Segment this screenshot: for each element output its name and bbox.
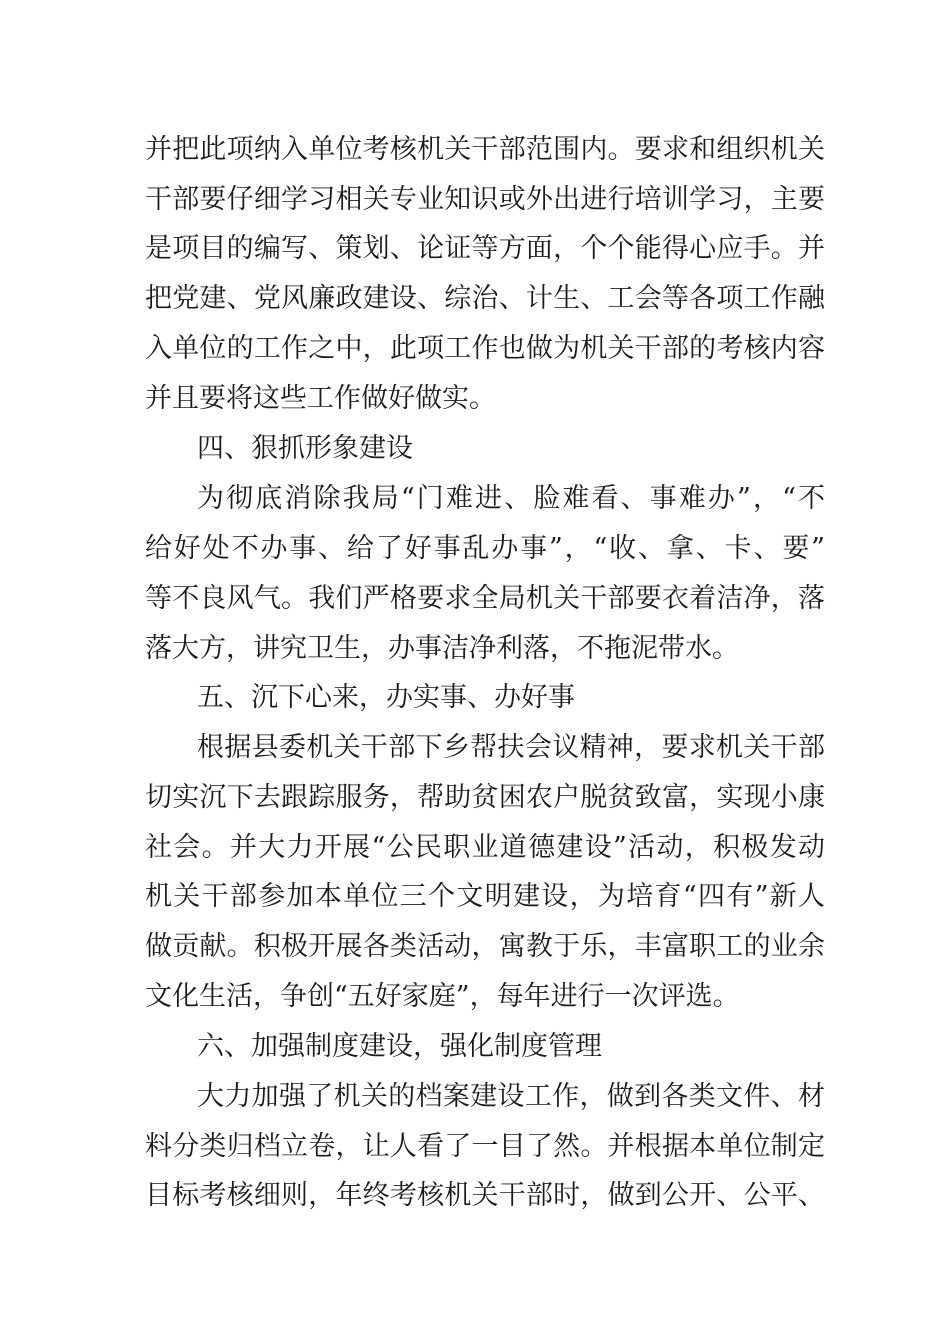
section-heading: 五、沉下心来，办实事、办好事 bbox=[197, 682, 575, 713]
text-line: 目标考核细则，年终考核机关干部时，做到公开、公平、 bbox=[145, 1180, 825, 1211]
text-line: 干部要仔细学习相关专业知识或外出进行培训学习，主要 bbox=[145, 184, 825, 215]
text-line: 为彻底消除我局“门难进、脸难看、事难办”，“不 bbox=[197, 483, 825, 514]
text-line: 切实沉下去跟踪服务，帮助贫困农户脱贫致富，实现小康 bbox=[145, 782, 825, 813]
text-line: 大力加强了机关的档案建设工作，做到各类文件、材 bbox=[197, 1081, 825, 1112]
text-line: 是项目的编写、策划、论证等方面，个个能得心应手。并 bbox=[145, 233, 825, 264]
text-line: 把党建、党风廉政建设、综治、计生、工会等各项工作融 bbox=[145, 283, 825, 314]
text-line: 机关干部参加本单位三个文明建设，为培育“四有”新人 bbox=[145, 881, 825, 912]
section-heading: 四、狠抓形象建设 bbox=[197, 433, 413, 464]
text-line: 根据县委机关干部下乡帮扶会议精神，要求机关干部 bbox=[197, 732, 825, 763]
text-line: 并把此项纳入单位考核机关干部范围内。要求和组织机关 bbox=[145, 134, 825, 165]
text-line: 给好处不办事、给了好事乱办事”，“收、拿、卡、要” bbox=[145, 533, 825, 564]
text-line: 做贡献。积极开展各类活动，寓教于乐，丰富职工的业余 bbox=[145, 931, 825, 962]
text-line: 社会。并大力开展“公民职业道德建设”活动，积极发动 bbox=[145, 832, 825, 863]
section-heading: 六、加强制度建设，强化制度管理 bbox=[197, 1031, 602, 1062]
text-line: 等不良风气。我们严格要求全局机关干部要衣着洁净，落 bbox=[145, 583, 825, 614]
text-line: 入单位的工作之中，此项工作也做为机关干部的考核内容 bbox=[145, 333, 825, 364]
text-line: 并且要将这些工作做好做实。 bbox=[145, 383, 496, 414]
text-line: 文化生活，争创“五好家庭”，每年进行一次评选。 bbox=[145, 981, 740, 1012]
text-line: 料分类归档立卷，让人看了一目了然。并根据本单位制定 bbox=[145, 1131, 825, 1162]
text-line: 落大方，讲究卫生，办事洁净利落，不拖泥带水。 bbox=[145, 633, 739, 664]
